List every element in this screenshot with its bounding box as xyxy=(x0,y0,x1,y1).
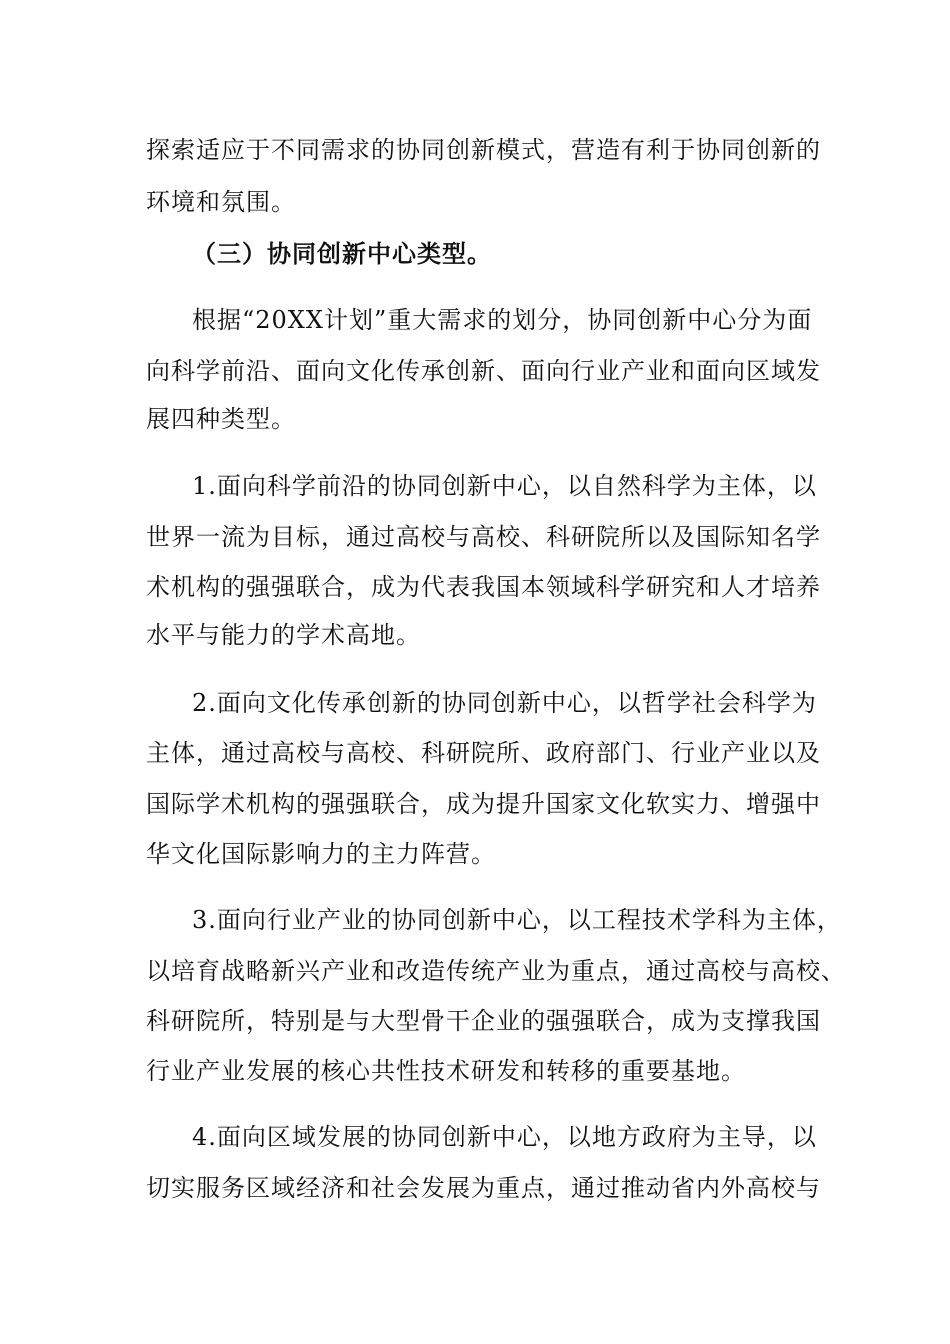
paragraph-line: 环境和氛围。 xyxy=(146,188,296,216)
paragraph-line: 4.面向区域发展的协同创新中心，以地方政府为主导，以 xyxy=(192,1123,817,1151)
paragraph-line: 科研院所，特别是与大型骨干企业的强强联合，成为支撑我国 xyxy=(146,1007,821,1035)
paragraph-line: 向科学前沿、面向文化传承创新、面向行业产业和面向区域发 xyxy=(146,357,821,385)
paragraph-line: 世界一流为目标，通过高校与高校、科研院所以及国际知名学 xyxy=(146,523,821,551)
paragraph-line: 2.面向文化传承创新的协同创新中心，以哲学社会科学为 xyxy=(192,689,817,717)
paragraph-line: 探索适应于不同需求的协同创新模式，营造有利于协同创新的 xyxy=(146,136,821,164)
paragraph-line: 展四种类型。 xyxy=(146,405,296,433)
paragraph-line: 行业产业发展的核心共性技术研发和转移的重要基地。 xyxy=(146,1057,746,1085)
paragraph-line: 1.面向科学前沿的协同创新中心，以自然科学为主体，以 xyxy=(192,472,817,500)
paragraph-line: 华文化国际影响力的主力阵营。 xyxy=(146,840,496,868)
paragraph-line: 切实服务区域经济和社会发展为重点，通过推动省内外高校与 xyxy=(146,1174,821,1202)
paragraph-line: 根据“20XX计划”重大需求的划分，协同创新中心分为面 xyxy=(192,306,813,334)
paragraph-line: 以培育战略新兴产业和改造传统产业为重点，通过高校与高校、 xyxy=(146,957,846,985)
paragraph-line: 3.面向行业产业的协同创新中心，以工程技术学科为主体， xyxy=(192,906,842,934)
paragraph-line: 国际学术机构的强强联合，成为提升国家文化软实力、增强中 xyxy=(146,790,821,818)
paragraph-line: 主体，通过高校与高校、科研院所、政府部门、行业产业以及 xyxy=(146,739,821,767)
paragraph-line: 术机构的强强联合，成为代表我国本领域科学研究和人才培养 xyxy=(146,573,821,601)
paragraph-line: 水平与能力的学术高地。 xyxy=(146,621,421,649)
section-heading: （三）协同创新中心类型。 xyxy=(192,240,492,268)
